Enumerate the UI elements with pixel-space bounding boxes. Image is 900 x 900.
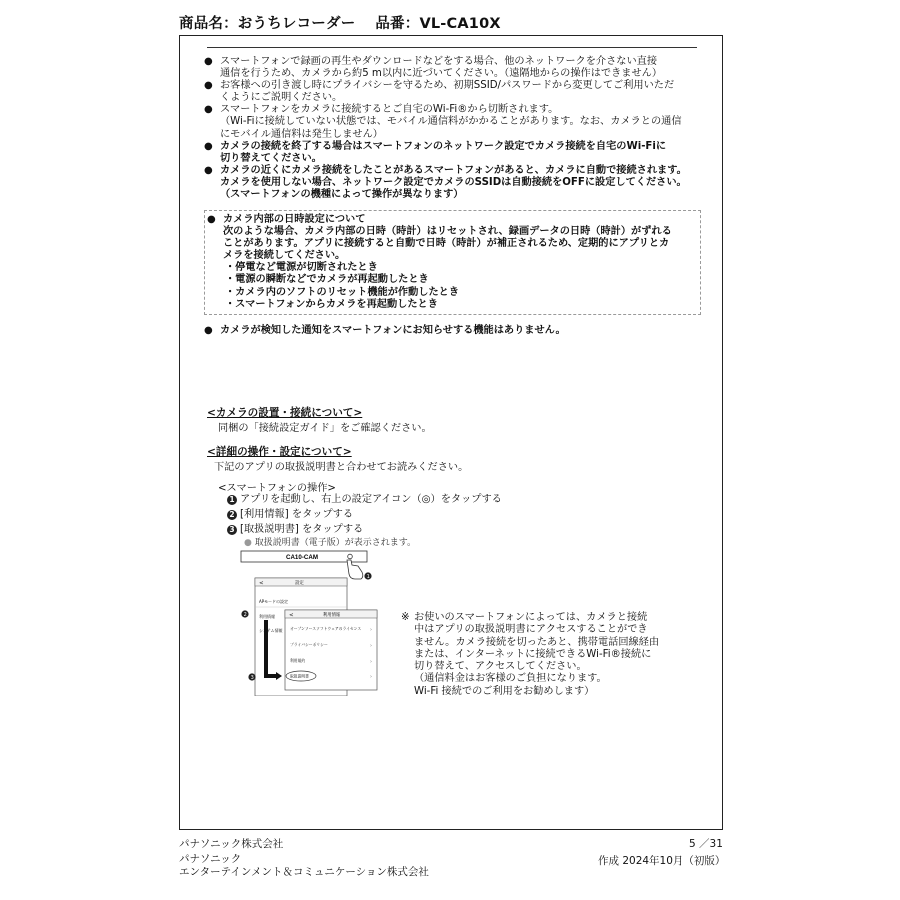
hand-icon [347,560,363,579]
list-item: ・スマートフォンからカメラを再起動したとき [225,298,438,310]
page-number: 5 ／31 [689,838,723,850]
note-item-3: ● スマートフォンをカメラに接続するとご自宅のWi-Fi®から切断されます。 （Wi-Fiに接続していない状態では、モバイル通信料がかかることがあります。なお、カメラとの通信 にモバイル通信料は発生しません） [204,104,682,140]
product-title: 商品名：おうちレコーダー 品番：VL-CA10X [179,16,501,32]
usage-info-item: 利用情報 [259,614,275,619]
steps-result: ● 取扱説明書（電子版）が表示されます。 [244,538,417,548]
app-screen-illustration [240,548,390,696]
back-arrow-icon: < [259,580,264,587]
date-setting-note: ● カメラ内部の日時設定について 次のような場合、カメラ内部の日時（時計）はリセットされ、録画データの日時（時計）がずれる ことがあります。アプリに接続すると自動で日時（時計）が補正されるため、定期的にアプリとカ メラを接続してください。 ・停電など電源が切断されたとき ・電源の瞬断などでカメラが再起動したとき ・カメラ内のソフトのリセット機能が作動したとき ・スマートフォンからカメラを再起動したとき [207,214,696,311]
list-item: ・停電など電源が切断されたとき [225,262,378,274]
chevron-right-icon: › [370,674,372,680]
note-item-4: ● カメラの接続を終了する場合はスマートフォンのネットワーク設定でカメラ接続を自宅のWi-Fiに 切り替えてください。 [204,140,667,164]
step-item-3: 3 [取扱説明書] をタップする [227,522,502,537]
side-note: ※ お使いのスマートフォンによっては、カメラと接続 中はアプリの取扱説明書にアクセスすることができ ません。カメラ接続を切ったあと、携帯電話回線経由 または、インターネットに接続できるWi-Fi®接続に 切り替えて、アクセスしてください。 （通信料金はお客様のご負担になります。 Wi-Fi 接続でのご利用をお勧めします） [401,612,660,697]
bullet-icon: ● [207,214,216,225]
chevron-right-icon: › [370,659,372,665]
manual-item: 取扱説明書 [290,673,309,679]
bullet-icon: ● [204,80,213,92]
notification-note: ● カメラが検知した通知をスマートフォンにお知らせする機能はありません。 [204,325,566,336]
list-item: ・電源の瞬断などでカメラが再起動したとき [225,274,429,286]
install-section-body: 同梱の「接続設定ガイド」をご確認ください。 [218,423,432,434]
svg-text:3: 3 [250,675,254,682]
back-arrow-icon: < [289,612,294,619]
step-number-icon: 1 [227,495,237,505]
svg-text:1: 1 [366,574,370,581]
created-date: 作成 2024年10月（初版） [598,855,726,867]
app-title: CA10-CAM [286,554,318,561]
chevron-right-icon: › [370,627,372,633]
system-info-item: システム情報 [259,628,283,633]
bullet-icon: ● [204,56,213,67]
divider-line [207,47,697,48]
note-item-5: ● カメラの近くにカメラ接続をしたことがあるスマートフォンがあると、カメラに自動で接続されます。 カメラを使用しない場合、ネットワーク設定でカメラのSSIDは自動接続をOFFに設定してください。 （スマートフォンの機種によって操作が異なります） [204,164,687,201]
bullet-icon: ● [204,140,213,152]
bullet-icon: ● [244,538,252,548]
detail-section-body: 下記のアプリの取扱説明書と合わせてお読みください。 [214,462,469,473]
step-item-2: 2 [利用情報] をタップする [227,507,502,522]
date-setting-box [204,210,701,315]
bullet-icon: ● [204,325,213,336]
step-number-icon: 2 [227,510,237,520]
note-item-2: ● お客様への引き渡し時にプライバシーを守るため、初期SSID/パスワードから変更してご利用いただ くようにご説明ください。 [204,80,675,104]
privacy-item: プライバシーポリシー [290,642,328,647]
bullet-icon: ● [204,104,213,116]
footer-company: パナソニック株式会社 [179,838,284,850]
usage-panel-title: 利用情報 [323,613,341,618]
steps-list [227,492,502,537]
date-setting-title: カメラ内部の日時設定について [223,214,366,225]
license-item: オープンソースソフトウェアのライセンス [290,626,362,631]
settings-title: 設定 [295,581,304,586]
footer-company-2: パナソニック エンターテインメント＆コミュニケーション株式会社 [179,853,429,878]
notes-list [204,56,714,201]
list-item: ・カメラ内のソフトのリセット機能が作動したとき [225,286,460,298]
install-section-title: <カメラの設置・接続について> [207,407,363,419]
step-number-icon: 3 [227,525,237,535]
ap-mode-item: APモードの設定 [259,599,288,604]
note-item-1: ● スマートフォンで録画の再生やダウンロードなどをする場合、他のネットワークを介さない直接 通信を行うため、カメラから約5 m以内に近づいてください。（遠隔地からの操作はできません） [204,56,663,80]
detail-section-title: <詳細の操作・設定について> [207,446,352,458]
svg-text:2: 2 [243,612,247,619]
step-item-1: 1 アプリを起動し、右上の設定アイコン（◎）をタップする [227,492,502,507]
chevron-right-icon: › [370,643,372,649]
smartphone-ops-heading: <スマートフォンの操作> [218,483,336,494]
terms-item: 利用規約 [290,658,306,663]
bullet-icon: ● [204,164,213,176]
note-mark: ※ [401,612,410,623]
